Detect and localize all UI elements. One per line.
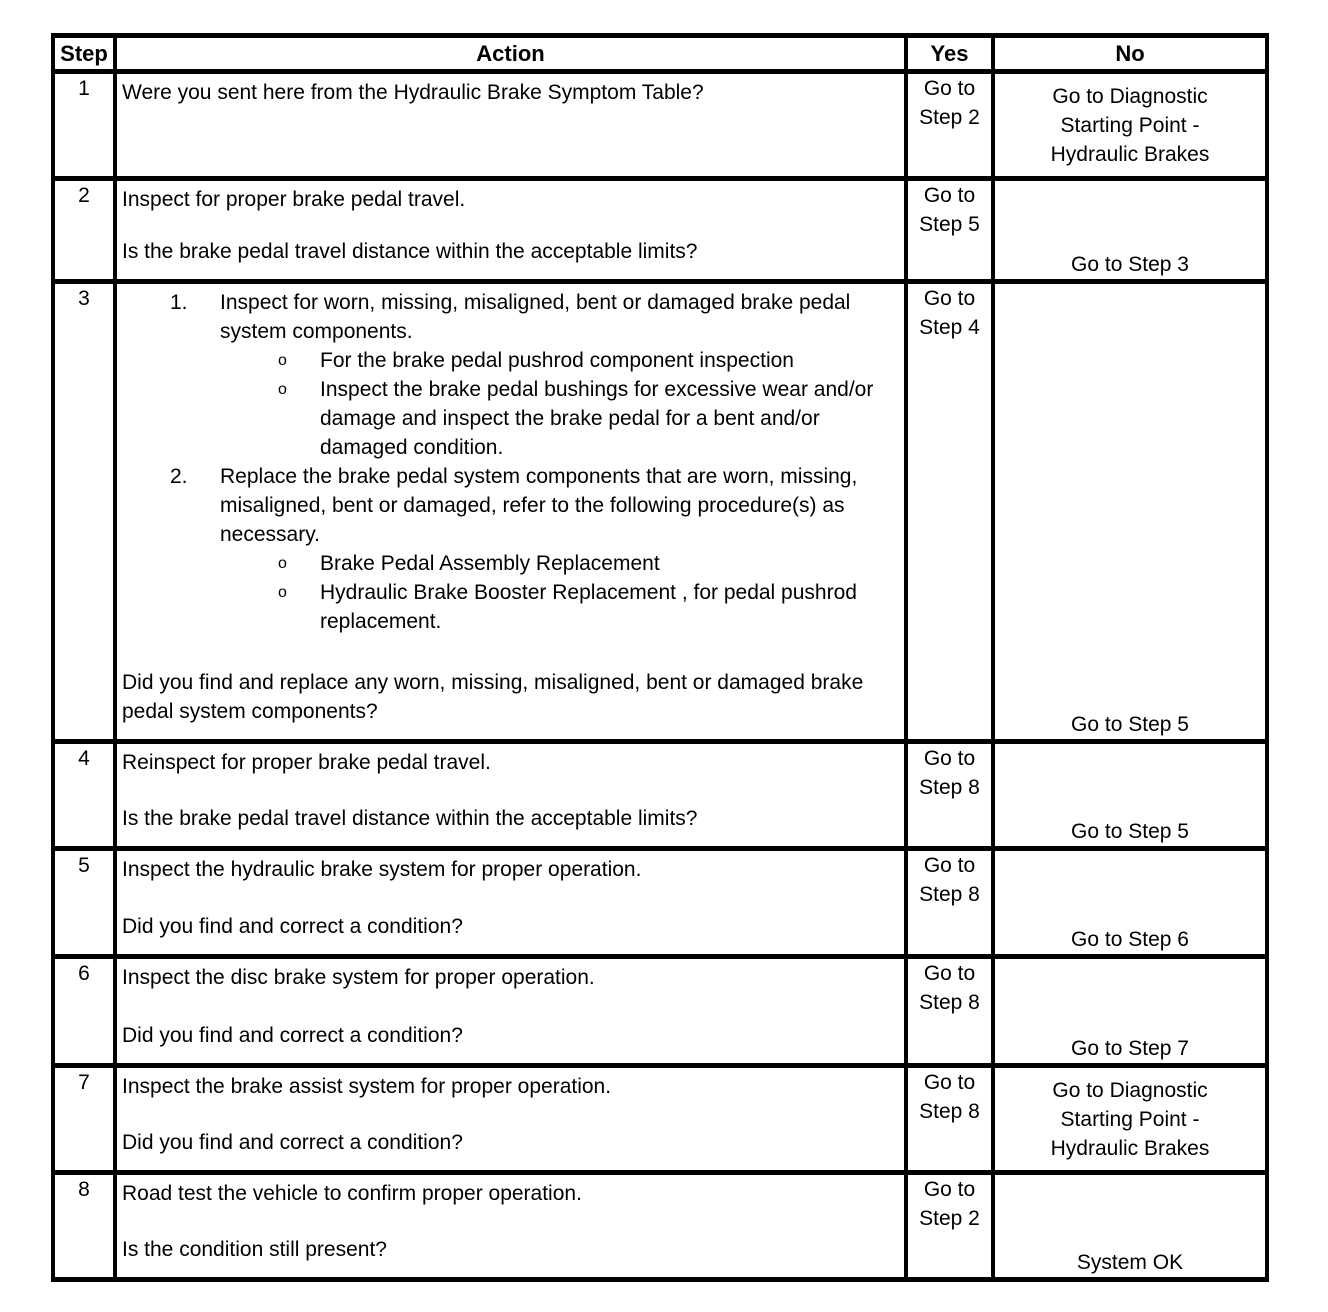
no-cell [993,957,1267,1066]
no-cell-line: Hydraulic Brakes [1050,1136,1210,1160]
yes-cell-line: Step 4 [919,316,980,339]
action-question-text: Did you find and replace any worn, missing, misaligned, bent or damaged brake pedal system components? [122,671,864,723]
action-content [117,851,904,949]
yes-cell [906,957,993,1066]
yes-cell-line: Go to [923,962,976,985]
step-number: 2 [78,184,90,207]
list-item-text: Inspect for worn, missing, misaligned, bent or damaged brake pedal system components. [220,291,851,343]
action-question-text: Did you find and correct a condition? [122,1024,463,1047]
diagnostic-table [51,33,1269,1282]
numbered-list-item [122,288,898,346]
yes-cell-line: Step 8 [919,883,980,906]
yes-cell-line: Go to [923,184,976,207]
yes-cell [906,179,993,282]
step-cell [53,282,115,742]
action-content [117,744,904,841]
step-number: 4 [78,747,90,770]
yes-cell-line: Go to [923,854,976,877]
action-cell [115,957,906,1066]
col-header-no: No [993,36,1267,72]
table-row [53,957,1267,1066]
no-cell [993,179,1267,282]
sub-bullet-text: Hydraulic Brake Booster Replacement , for pedal pushrod replacement. [320,581,857,633]
table-row [53,282,1267,742]
yes-cell-line: Go to [923,287,976,310]
yes-cell [906,849,993,957]
yes-cell-line: Step 8 [919,1100,980,1123]
yes-cell-line: Step 5 [919,213,980,236]
table-row [53,72,1267,179]
table-row [53,1066,1267,1173]
action-lead-text: Road test the vehicle to confirm proper operation. [122,1182,582,1205]
no-cell-line: Starting Point - [1060,113,1200,137]
action-question-text: Is the condition still present? [122,1238,387,1261]
no-cell [993,742,1267,849]
step-cell [53,72,115,179]
no-cell-line: Go to Diagnostic [1052,84,1208,108]
circle-bullet-icon: o [278,381,287,398]
step-number: 5 [78,854,90,877]
no-cell [993,1173,1267,1280]
numbered-list-item [122,462,898,549]
step-number: 3 [78,287,90,310]
yes-cell [906,1066,993,1173]
no-cell-line: Go to Step 5 [1071,713,1189,736]
sub-bullet-text: Brake Pedal Assembly Replacement [320,552,660,575]
step-number: 8 [78,1178,90,1201]
action-lead-text: Reinspect for proper brake pedal travel. [122,751,491,774]
action-cell [115,1173,906,1280]
action-numbered-list [122,288,898,636]
no-cell-line: Go to Step 7 [1071,1037,1189,1060]
step-number: 7 [78,1071,90,1094]
yes-cell-line: Step 2 [919,106,980,129]
action-question-text: Did you find and correct a condition? [122,1131,463,1154]
action-content [117,959,904,1058]
step-cell [53,1173,115,1280]
col-header-yes: Yes [906,36,993,72]
action-lead-text: Inspect for proper brake pedal travel. [122,188,466,211]
no-cell-line: Go to Step 5 [1071,820,1189,843]
step-cell [53,179,115,282]
step-number: 6 [78,962,90,985]
no-cell-line: Hydraulic Brakes [1050,142,1210,166]
action-cell [115,282,906,742]
action-lead-text: Were you sent here from the Hydraulic Brake Symptom Table? [122,81,704,104]
header-row [53,36,1267,72]
yes-cell-line: Go to [923,747,976,770]
yes-cell-line: Go to [923,77,976,100]
action-lead-text: Inspect the hydraulic brake system for proper operation. [122,858,642,881]
yes-cell-line: Go to [923,1178,976,1201]
circle-bullet-icon: o [278,555,287,572]
table-row [53,1173,1267,1280]
table-row [53,179,1267,282]
step-cell [53,957,115,1066]
yes-cell [906,1173,993,1280]
action-lead-text: Inspect the brake assist system for proper operation. [122,1075,612,1098]
action-cell [115,742,906,849]
action-content [117,181,904,274]
sub-bullet-item [122,375,898,462]
col-header-step: Step [53,36,115,72]
action-cell [115,1066,906,1173]
no-cell-line: System OK [1076,1251,1184,1274]
yes-cell [906,72,993,179]
action-cell [115,72,906,179]
no-cell-line: Go to Step 3 [1071,253,1189,276]
sub-bullet-text: Inspect the brake pedal bushings for excessive wear and/or damage and inspect the brake pedal for a bent and/or damaged condition. [320,378,874,459]
action-cell [115,849,906,957]
circle-bullet-icon: o [278,352,287,369]
no-cell [993,72,1267,179]
diagnostic-table-wrap [51,33,1269,1282]
list-item-text: Replace the brake pedal system components that are worn, missing, misaligned, bent or damaged, refer to the following procedure(s) as necessary. [220,465,858,546]
sub-bullet-item [122,549,898,578]
no-cell-line: Starting Point - [1060,1107,1200,1131]
yes-cell-line: Go to [923,1071,976,1094]
list-item-number: 2. [170,465,188,488]
no-cell [993,1066,1267,1173]
action-lead-text: Inspect the disc brake system for proper operation. [122,966,595,989]
yes-cell [906,742,993,849]
table-row [53,849,1267,957]
yes-cell-line: Step 8 [919,776,980,799]
action-question-text: Did you find and correct a condition? [122,915,463,938]
sub-bullet-item [122,346,898,375]
action-content [117,284,904,734]
yes-cell [906,282,993,742]
step-cell [53,849,115,957]
action-content [117,1175,904,1272]
table-row [53,742,1267,849]
yes-cell-line: Step 8 [919,991,980,1014]
step-number: 1 [78,77,90,100]
table-header [53,36,1267,72]
action-question-text: Is the brake pedal travel distance within the acceptable limits? [122,240,698,263]
table-body [53,72,1267,1280]
action-content [117,74,904,171]
no-cell-line: Go to Diagnostic [1052,1078,1208,1102]
sub-bullet-text: For the brake pedal pushrod component inspection [320,349,794,372]
no-cell-line: Go to Step 6 [1071,928,1189,951]
circle-bullet-icon: o [278,584,287,601]
list-item-number: 1. [170,291,188,314]
action-cell [115,179,906,282]
col-header-action: Action [115,36,906,72]
sub-bullet-item [122,578,898,636]
step-cell [53,742,115,849]
no-cell [993,282,1267,742]
action-content [117,1068,904,1165]
action-question-text: Is the brake pedal travel distance within the acceptable limits? [122,807,698,830]
no-cell [993,849,1267,957]
step-cell [53,1066,115,1173]
yes-cell-line: Step 2 [919,1207,980,1230]
